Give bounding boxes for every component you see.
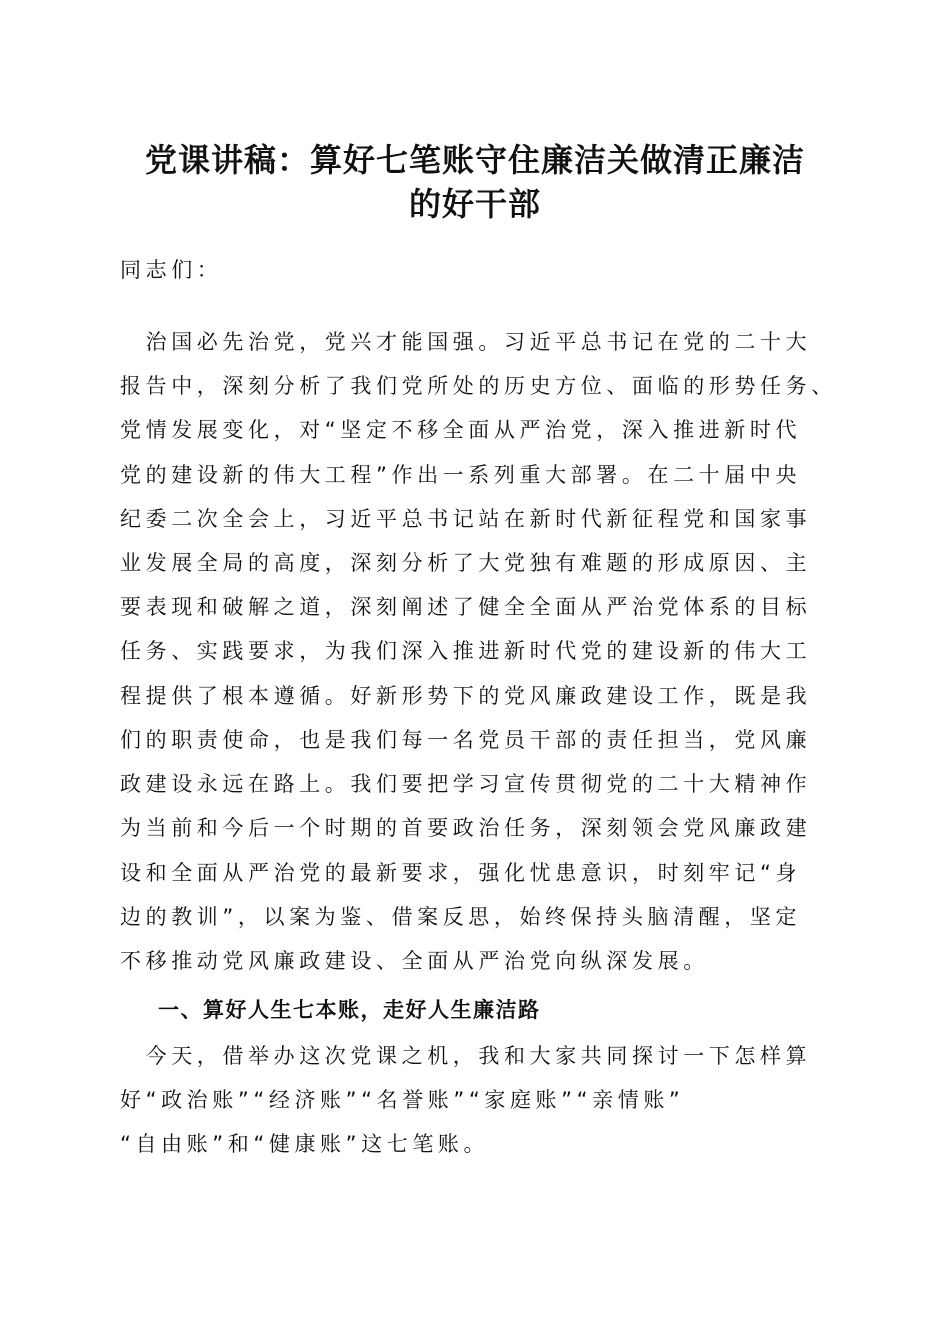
paragraph-line: 今天，借举办这次党课之机，我和大家共同探讨一下怎样算	[120, 1044, 812, 1068]
document-title-line-1: 党课讲稿：算好七笔账守住廉洁关做清正廉洁	[144, 141, 805, 179]
paragraph-line: 要表现和破解之道，深刻阐述了健全全面从严治党体系的目标	[120, 595, 812, 619]
paragraph-line: 好“政治账”“经济账”“名誉账”“家庭账”“亲情账”	[120, 1088, 685, 1112]
paragraph-line: 设和全面从严治党的最新要求，强化忧患意识，时刻牢记“身	[120, 861, 802, 885]
paragraph-line: “自由账”和“健康账”这七笔账。	[120, 1132, 490, 1156]
paragraph-line: 们的职责使命，也是我们每一名党员干部的责任担当，党风廉	[120, 728, 812, 752]
paragraph-line: 边的教训”，以案为鉴、借案反思，始终保持头脑清醒，坚定	[120, 905, 802, 929]
paragraph-line: 治国必先治党，党兴才能国强。习近平总书记在党的二十大	[120, 330, 812, 354]
paragraph-line: 党的建设新的伟大工程”作出一系列重大部署。在二十届中央	[120, 463, 802, 487]
paragraph-line: 报告中，深刻分析了我们党所处的历史方位、面临的形势任务、	[120, 374, 837, 398]
paragraph-line: 纪委二次全会上，习近平总书记站在新时代新征程党和国家事	[120, 507, 812, 531]
paragraph-line: 任务、实践要求，为我们深入推进新时代党的建设新的伟大工	[120, 639, 812, 663]
salutation: 同志们：	[120, 258, 223, 282]
document-title-line-2: 的好干部	[408, 185, 541, 223]
paragraph-line: 程提供了根本遵循。好新形势下的党风廉政建设工作，既是我	[120, 684, 812, 708]
paragraph-line: 业发展全局的高度，深刻分析了大党独有难题的形成原因、主	[120, 551, 812, 575]
paragraph-line: 不移推动党风廉政建设、全面从严治党向纵深发展。	[120, 949, 709, 973]
paragraph-line: 党情发展变化，对“坚定不移全面从严治党，深入推进新时代	[120, 418, 802, 442]
section-heading-1: 一、算好人生七本账，走好人生廉洁路	[158, 998, 541, 1022]
paragraph-line: 为当前和今后一个时期的首要政治任务，深刻领会党风廉政建	[120, 816, 812, 840]
paragraph-line: 政建设永远在路上。我们要把学习宣传贯彻党的二十大精神作	[120, 772, 812, 796]
